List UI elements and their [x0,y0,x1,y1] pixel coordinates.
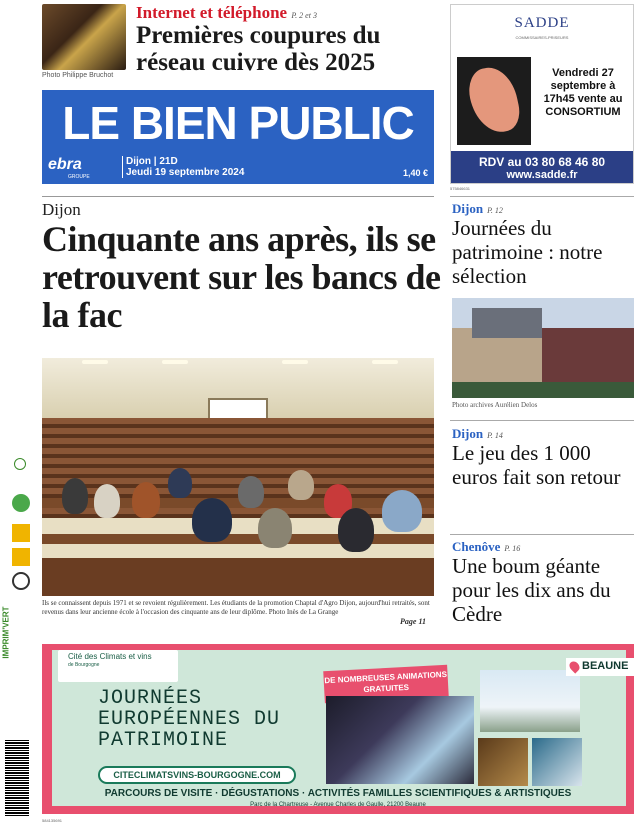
main-kicker: Dijon [42,200,81,219]
person [338,508,374,552]
ad-address: Parc de la Chartreuse - Avenue Charles de Gaulle, 21200 Beaune [250,802,426,808]
barcode [5,740,29,816]
story-page-ref: P. 12 [487,206,503,215]
main-caption [42,599,434,617]
main-page-ref[interactable]: Page 11 [400,617,426,626]
teaser-kicker-text: Internet et téléphone [136,3,288,22]
person [258,508,292,548]
teaser-photo [42,4,126,70]
sculpture-shape [465,63,524,137]
ad-url: CITECLIMATSVINS-BOURGOGNE.COM [113,770,281,780]
free-events-label: DE NOMBREUSES ANIMATIONS GRATUITES [323,665,449,703]
story-kicker-text: Dijon [452,201,484,216]
location-text: BEAUNE [582,660,629,672]
climats-ad[interactable] [42,644,634,814]
ceiling-light [282,360,308,364]
edition-info [126,156,244,178]
person [168,468,192,498]
ad-event-title: JOURNÉES EUROPÉENNES DU PATRIMOINE [98,687,281,752]
ad-phone: RDV au 03 80 68 46 80 [478,155,606,169]
edition-divider [122,156,123,178]
eco-label-icon [12,494,30,512]
recycle-icon [14,458,26,470]
teaser-photo-credit: Photo Philippe Bruchot [42,72,114,79]
teaser-kicker[interactable] [136,3,317,23]
sadde-logo-sub: COMMISSAIRES-PRISEURS [515,35,569,40]
ad-url-box[interactable] [98,766,296,784]
person [94,484,120,518]
ad-photo-vineyard [532,738,582,786]
imprimvert-label: IMPRIM'VERT [1,606,11,659]
ebra-logo: ebra [48,156,82,173]
person [288,470,314,500]
paper-origin-icon [12,572,30,590]
ad-photo-tasting [326,696,474,784]
price: 1,40 € [402,168,428,178]
ad-code: 575846631 [450,186,471,191]
edition-date: Jeudi 19 septembre 2024 [126,167,245,178]
edition-line-1: Dijon | 21D [126,156,178,167]
main-headline[interactable]: Cinquante ans après, ils se retrouvent sur les bancs de la fac [42,219,441,335]
sadde-logo: SADDE [514,15,570,31]
ad-url[interactable]: www.sadde.fr [506,169,578,181]
right-divider [450,420,634,421]
hedge [452,382,634,398]
story-headline[interactable]: Une boum géante pour les dix ans du Cèdre [452,554,611,626]
story-photo-credit: Photo archives Aurélien Delos [452,401,538,409]
right-divider [450,196,634,197]
person [238,476,264,508]
ad-photo-building [480,670,580,732]
climats-logo-text: Cité des Climats et vins [68,652,152,661]
building-roof [472,308,542,338]
main-photo-credit: Photo Inès de La Grange [268,608,339,616]
teaser-page-ref: P. 2 et 3 [291,11,317,20]
bench [42,534,434,544]
ad-contact-bar [451,151,633,183]
auction-event-text: Vendredi 27 septembre à 17h45 vente au CONSORTIUM [543,67,623,118]
ceiling-light [82,360,108,364]
story-headline[interactable]: Journées du patrimoine : notre sélection [452,216,603,288]
story-headline[interactable]: Le jeu des 1 000 euros fait son retour [452,441,621,489]
person [62,478,88,514]
story-kicker-text: Dijon [452,426,484,441]
sadde-ad[interactable] [450,4,634,184]
story-page-ref: P. 16 [504,544,521,553]
masthead-logo: LE BIEN PUBLIC [62,97,414,149]
location-badge [566,658,634,676]
main-photo[interactable] [42,358,434,596]
person [382,490,422,532]
masthead[interactable] [42,90,434,184]
info-tri-icon [12,524,30,542]
climats-logo-sub: de Bourgogne [68,662,100,668]
sculpture-image [457,57,531,145]
teaser-headline[interactable]: Premières coupures du réseau cuivre dès 2025 [136,22,381,76]
story-kicker-text: Chenôve [452,539,501,554]
person [132,482,160,518]
ceiling-light [372,360,398,364]
blackboard [208,398,268,420]
ebra-logo-sub: GROUPE [68,174,90,180]
main-caption-text: Ils se connaissent depuis 1971 et se revoient régulièrement. Les étudiants de la promotion Chaptal d'Agro Dijon, aujourd'hui retraités, sont revenus dans leur ancienne école à l'occasion des cinquante ans de leur diplôme. [42,599,430,616]
front-bench [42,558,434,596]
main-divider [42,196,434,197]
sorting-icon [12,548,30,566]
right-divider [450,534,634,535]
townhall-photo[interactable] [452,298,634,398]
ad-photo-activity [478,738,528,786]
location-pin-icon [567,659,581,673]
ad-tagline: PARCOURS DE VISITE · DÉGUSTATIONS · ACTIVITÉS FAMILLES SCIENTIFIQUES & ARTISTIQUES [104,788,572,799]
ceiling-light [162,360,188,364]
person [192,498,232,542]
ad-code: 584135691 [42,818,63,823]
story-page-ref: P. 14 [487,431,503,440]
